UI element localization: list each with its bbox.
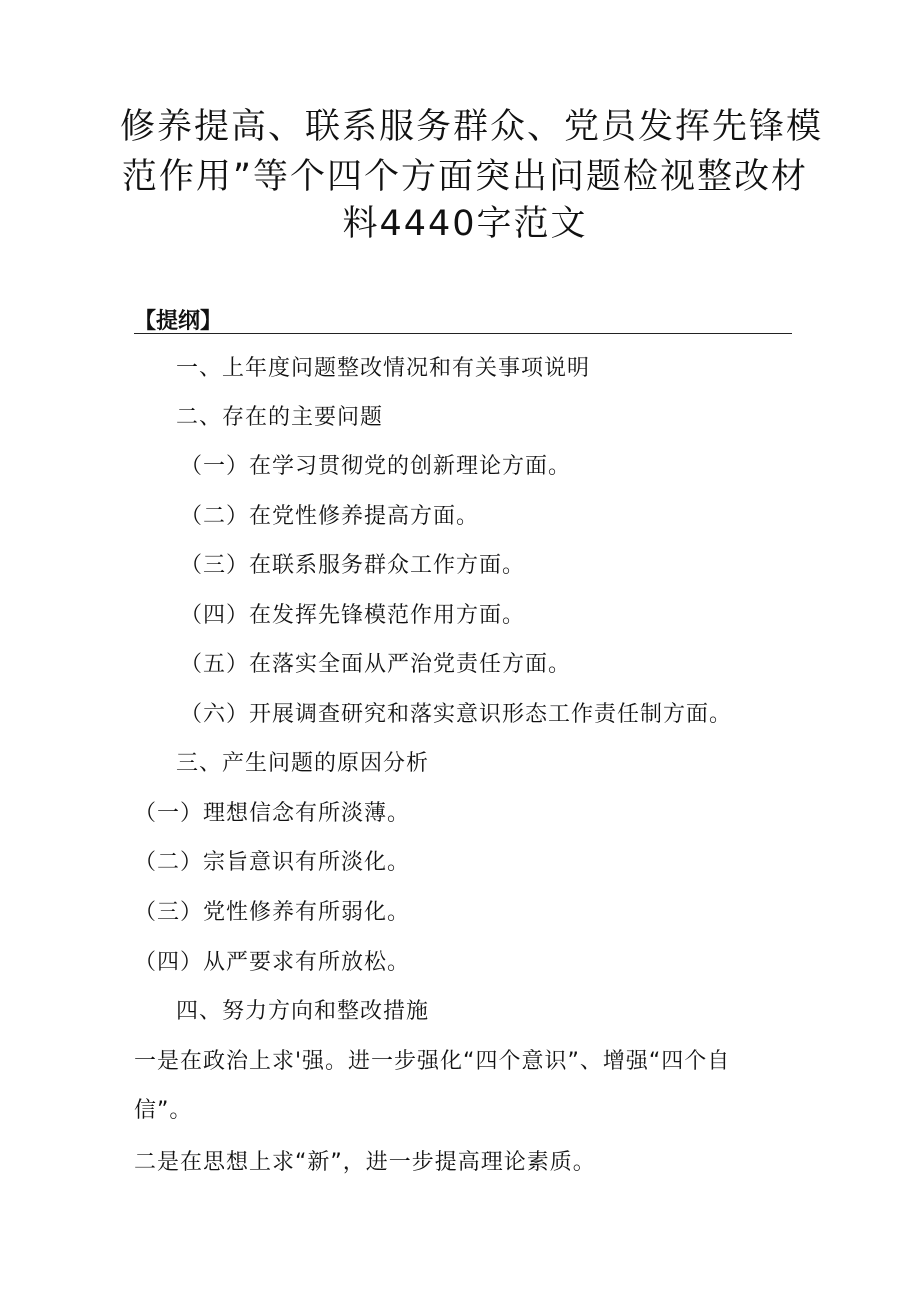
outline-label: 【提纲】 — [134, 309, 223, 334]
outline-divider — [134, 333, 792, 334]
list-item: （四）从严要求有所放松。 — [134, 950, 411, 975]
doc-title-line-2: 范作用”等个四个方面突出问题检视整改材 — [121, 157, 809, 197]
paragraph-line: 信”。 — [134, 1098, 193, 1123]
paragraph-line: 一是在政治上求'强。进一步强化“四个意识”、增强“四个自 — [134, 1049, 731, 1074]
list-item: （三）党性修养有所弱化。 — [134, 900, 411, 925]
list-item: （二）在党性修养提高方面。 — [180, 504, 480, 529]
list-item: （六）开展调查研究和落实意识形态工作责任制方面。 — [180, 702, 733, 727]
list-item: （一）理想信念有所淡薄。 — [134, 801, 411, 826]
list-item: （四）在发挥先锋模范作用方面。 — [180, 603, 526, 628]
doc-title-line-1: 修养提高、联系服务群众、党员发挥先锋模 — [120, 107, 824, 147]
paragraph-line: 二是在思想上求“新”，进一步提高理论素质。 — [134, 1150, 596, 1175]
section-heading-2: 二、存在的主要问题 — [176, 405, 384, 430]
section-heading-3: 三、产生问题的原因分析 — [176, 751, 430, 776]
section-heading-4: 四、努力方向和整改措施 — [176, 999, 430, 1024]
list-item: （五）在落实全面从严治党责任方面。 — [180, 652, 572, 677]
doc-title-line-3: 料4440字范文 — [342, 204, 588, 244]
section-heading-1: 一、上年度问题整改情况和有关事项说明 — [176, 356, 591, 381]
list-item: （一）在学习贯彻党的创新理论方面。 — [180, 454, 572, 479]
list-item: （二）宗旨意识有所淡化。 — [134, 850, 411, 875]
list-item: （三）在联系服务群众工作方面。 — [180, 553, 526, 578]
